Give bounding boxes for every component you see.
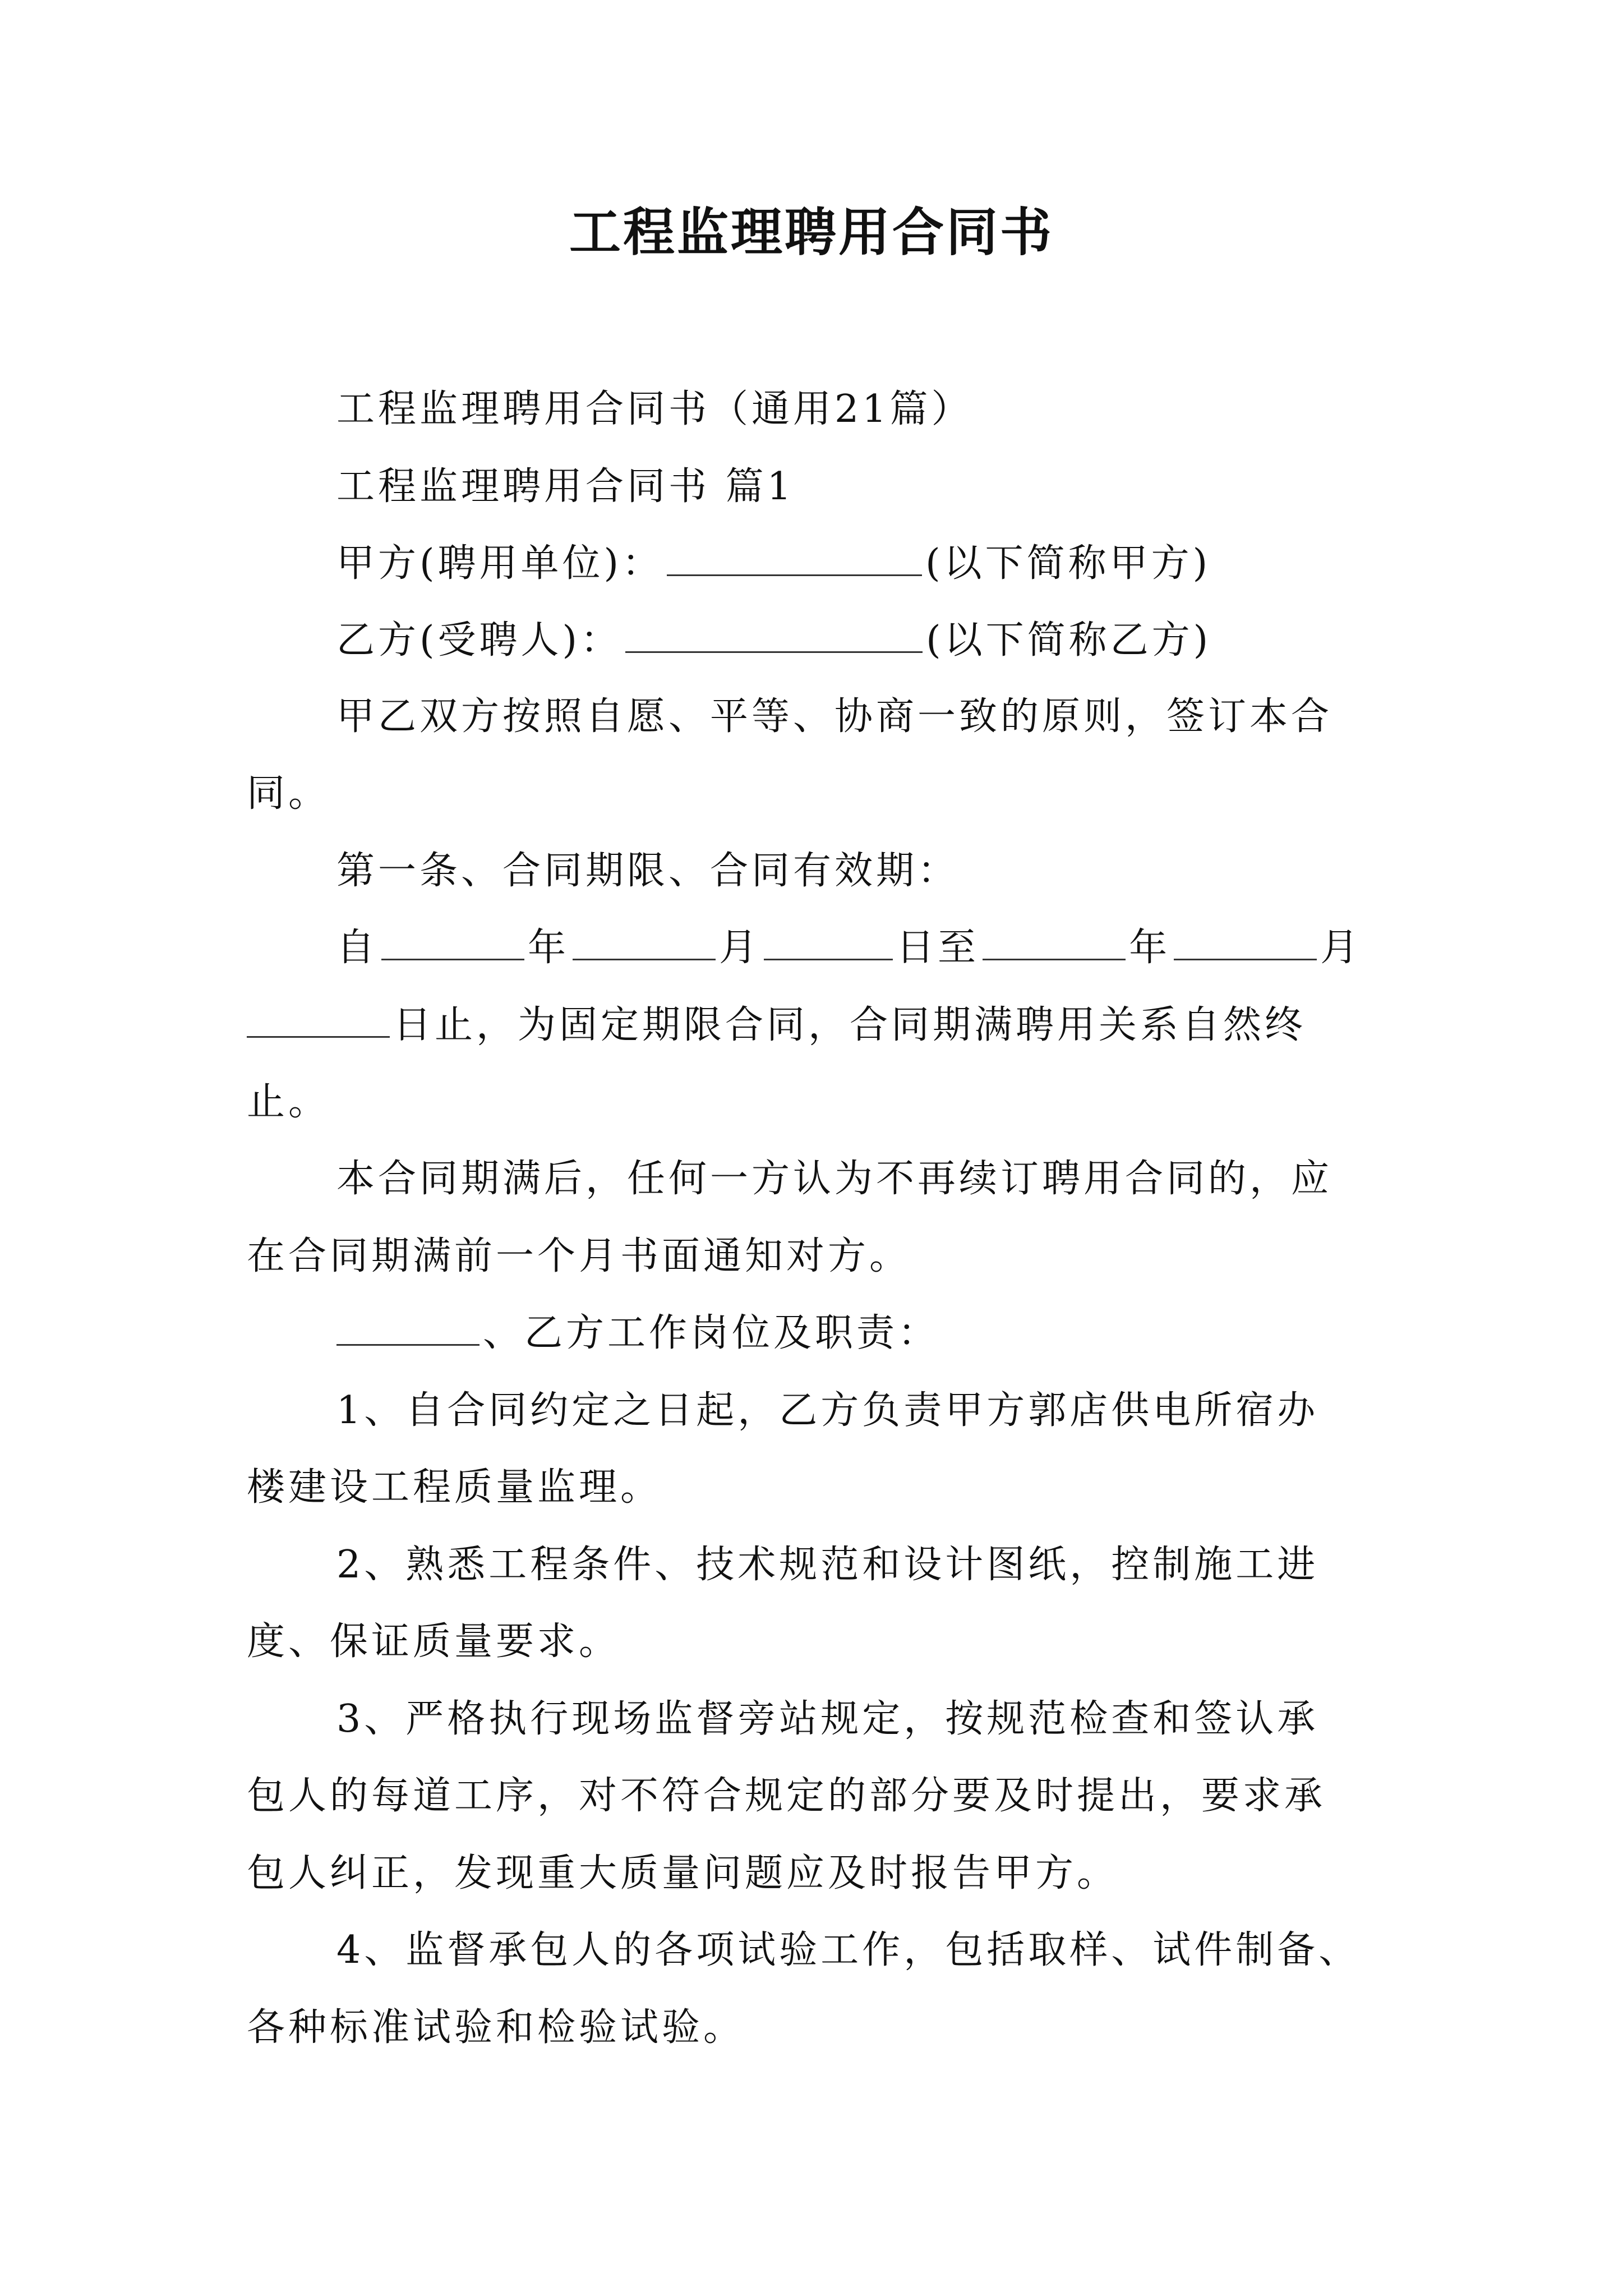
- paragraph-line: 4、监督承包人的各项试验工作，包括取样、试件制备、: [336, 1928, 1361, 1972]
- paragraph-line: 1、自合同约定之日起，乙方负责甲方郭店供电所宿办: [336, 1388, 1319, 1433]
- section-heading: 工程监理聘用合同书 篇1: [336, 464, 795, 509]
- article-heading-line: [336, 1305, 939, 1361]
- party-b-label: 乙方(受聘人)：: [336, 618, 623, 662]
- party-a-line: [336, 536, 1211, 592]
- end-day-blank: [247, 1001, 390, 1038]
- paragraph-line: 甲乙双方按照自愿、平等、协商一致的原则，签订本合: [336, 694, 1333, 739]
- end-month-blank: [1174, 924, 1317, 960]
- paragraph-line: 包人的每道工序，对不符合规定的部分要及时提出，要求承: [247, 1774, 1326, 1818]
- year-label: 年: [528, 926, 570, 970]
- paragraph-line: 3、严格执行现场监督旁站规定，按规范检查和签认承: [336, 1697, 1319, 1741]
- paragraph-line: 本合同期满后，任何一方认为不再续订聘用合同的，应: [336, 1157, 1333, 1201]
- party-b-blank: [625, 616, 923, 653]
- paragraph-line: 在合同期满前一个月书面通知对方。: [247, 1234, 911, 1278]
- article-heading-text: 、乙方工作岗位及职责：: [483, 1311, 940, 1355]
- article-heading: 第一条、合同期限、合同有效期：: [336, 849, 960, 893]
- start-year-blank: [381, 924, 524, 960]
- from-label: 自: [336, 926, 379, 970]
- paragraph-text: 日止，为固定期限合同，合同期满聘用关系自然终: [393, 1003, 1307, 1047]
- paragraph-line: 同。: [247, 771, 330, 816]
- end-year-blank: [983, 924, 1126, 960]
- paragraph-line: 包人纠正，发现重大质量问题应及时报告甲方。: [247, 1851, 1119, 1895]
- doc-subtitle: 工程监理聘用合同书（通用21篇）: [336, 387, 973, 431]
- paragraph-line: 楼建设工程质量监理。: [247, 1465, 662, 1510]
- year-label: 年: [1129, 926, 1171, 970]
- document-title: 工程监理聘用合同书: [569, 203, 1054, 263]
- month-label: 月: [719, 926, 761, 970]
- month-label: 月: [1320, 926, 1362, 970]
- term-dates-line: [336, 920, 1362, 976]
- start-month-blank: [573, 924, 716, 960]
- start-day-blank: [764, 924, 893, 960]
- party-b-note: (以下简称乙方): [926, 618, 1212, 662]
- term-end-line: [247, 997, 1306, 1053]
- party-a-blank: [667, 540, 922, 576]
- day-to-label: 日至: [896, 926, 980, 970]
- party-b-line: [336, 613, 1211, 669]
- paragraph-line: 2、熟悉工程条件、技术规范和设计图纸，控制施工进: [336, 1543, 1319, 1587]
- paragraph-line: 止。: [247, 1080, 330, 1124]
- party-a-note: (以下简称甲方): [925, 541, 1211, 586]
- article-number-blank: [336, 1309, 479, 1346]
- party-a-label: 甲方(聘用单位)：: [336, 541, 664, 586]
- paragraph-line: 各种标准试验和检验试验。: [247, 2005, 745, 2050]
- paragraph-line: 度、保证质量要求。: [247, 1619, 621, 1664]
